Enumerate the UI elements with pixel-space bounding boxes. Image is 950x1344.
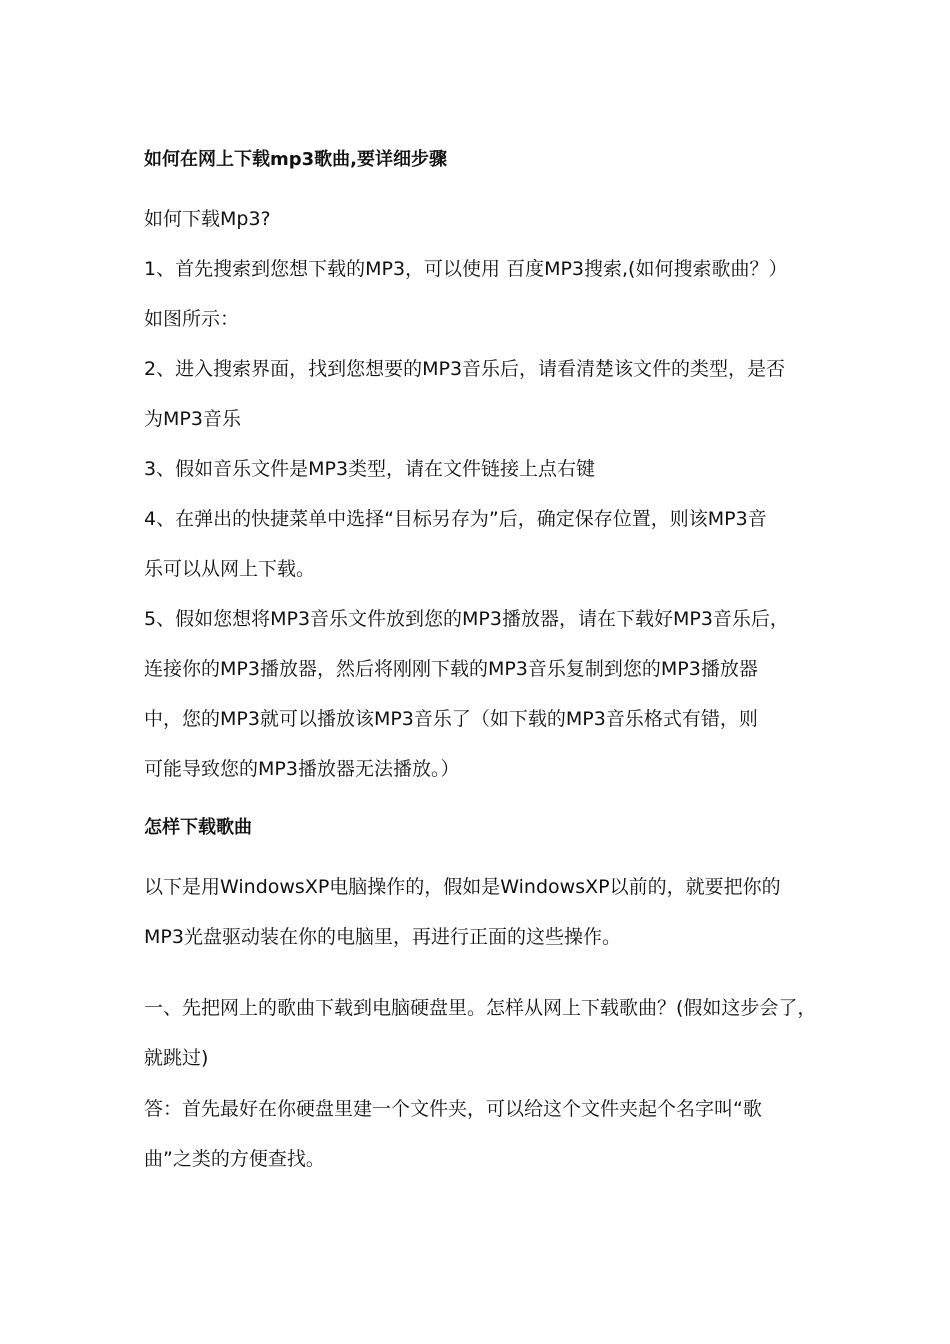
paragraph-line: 中，您的MP3就可以播放该MP3音乐了（如下载的MP3音乐格式有错，则 [144, 708, 758, 730]
paragraph-line: 答：首先最好在你硬盘里建一个文件夹，可以给这个文件夹起个名字叫“歌 [144, 1098, 762, 1120]
section-heading: 怎样下载歌曲 [144, 817, 252, 838]
paragraph-line: MP3光盘驱动装在你的电脑里，再进行正面的这些操作。 [144, 926, 621, 948]
paragraph-line: 如图所示： [144, 308, 240, 330]
paragraph-line: 为MP3音乐 [144, 408, 241, 430]
paragraph-line: 就跳过) [144, 1047, 209, 1069]
paragraph-line: 2、进入搜索界面，找到您想要的MP3音乐后，请看清楚该文件的类型，是否 [144, 358, 786, 380]
paragraph-line: 乐可以从网上下载。 [144, 558, 316, 580]
paragraph-line: 1、首先搜索到您想下载的MP3，可以使用 百度MP3搜索,(如何搜索歌曲？） [144, 258, 788, 280]
paragraph-line: 4、在弹出的快捷菜单中选择“目标另存为”后，确定保存位置，则该MP3音 [144, 508, 767, 530]
paragraph-line: 一、先把网上的歌曲下载到电脑硬盘里。怎样从网上下载歌曲？(假如这步会了， [144, 997, 817, 1019]
paragraph-line: 可能导致您的MP3播放器无法播放。） [144, 758, 460, 780]
paragraph-line: 以下是用WindowsXP电脑操作的，假如是WindowsXP以前的，就要把你的 [144, 876, 781, 898]
paragraph-line: 5、假如您想将MP3音乐文件放到您的MP3播放器，请在下载好MP3音乐后， [144, 608, 789, 630]
paragraph-line: 3、假如音乐文件是MP3类型，请在文件链接上点右键 [144, 458, 596, 480]
paragraph-line: 曲”之类的方便查找。 [144, 1148, 325, 1170]
paragraph-line: 连接你的MP3播放器，然后将刚刚下载的MP3音乐复制到您的MP3播放器 [144, 658, 758, 680]
document-title: 如何在网上下载mp3歌曲,要详细步骤 [144, 149, 448, 170]
paragraph-line: 如何下载Mp3? [144, 208, 271, 230]
